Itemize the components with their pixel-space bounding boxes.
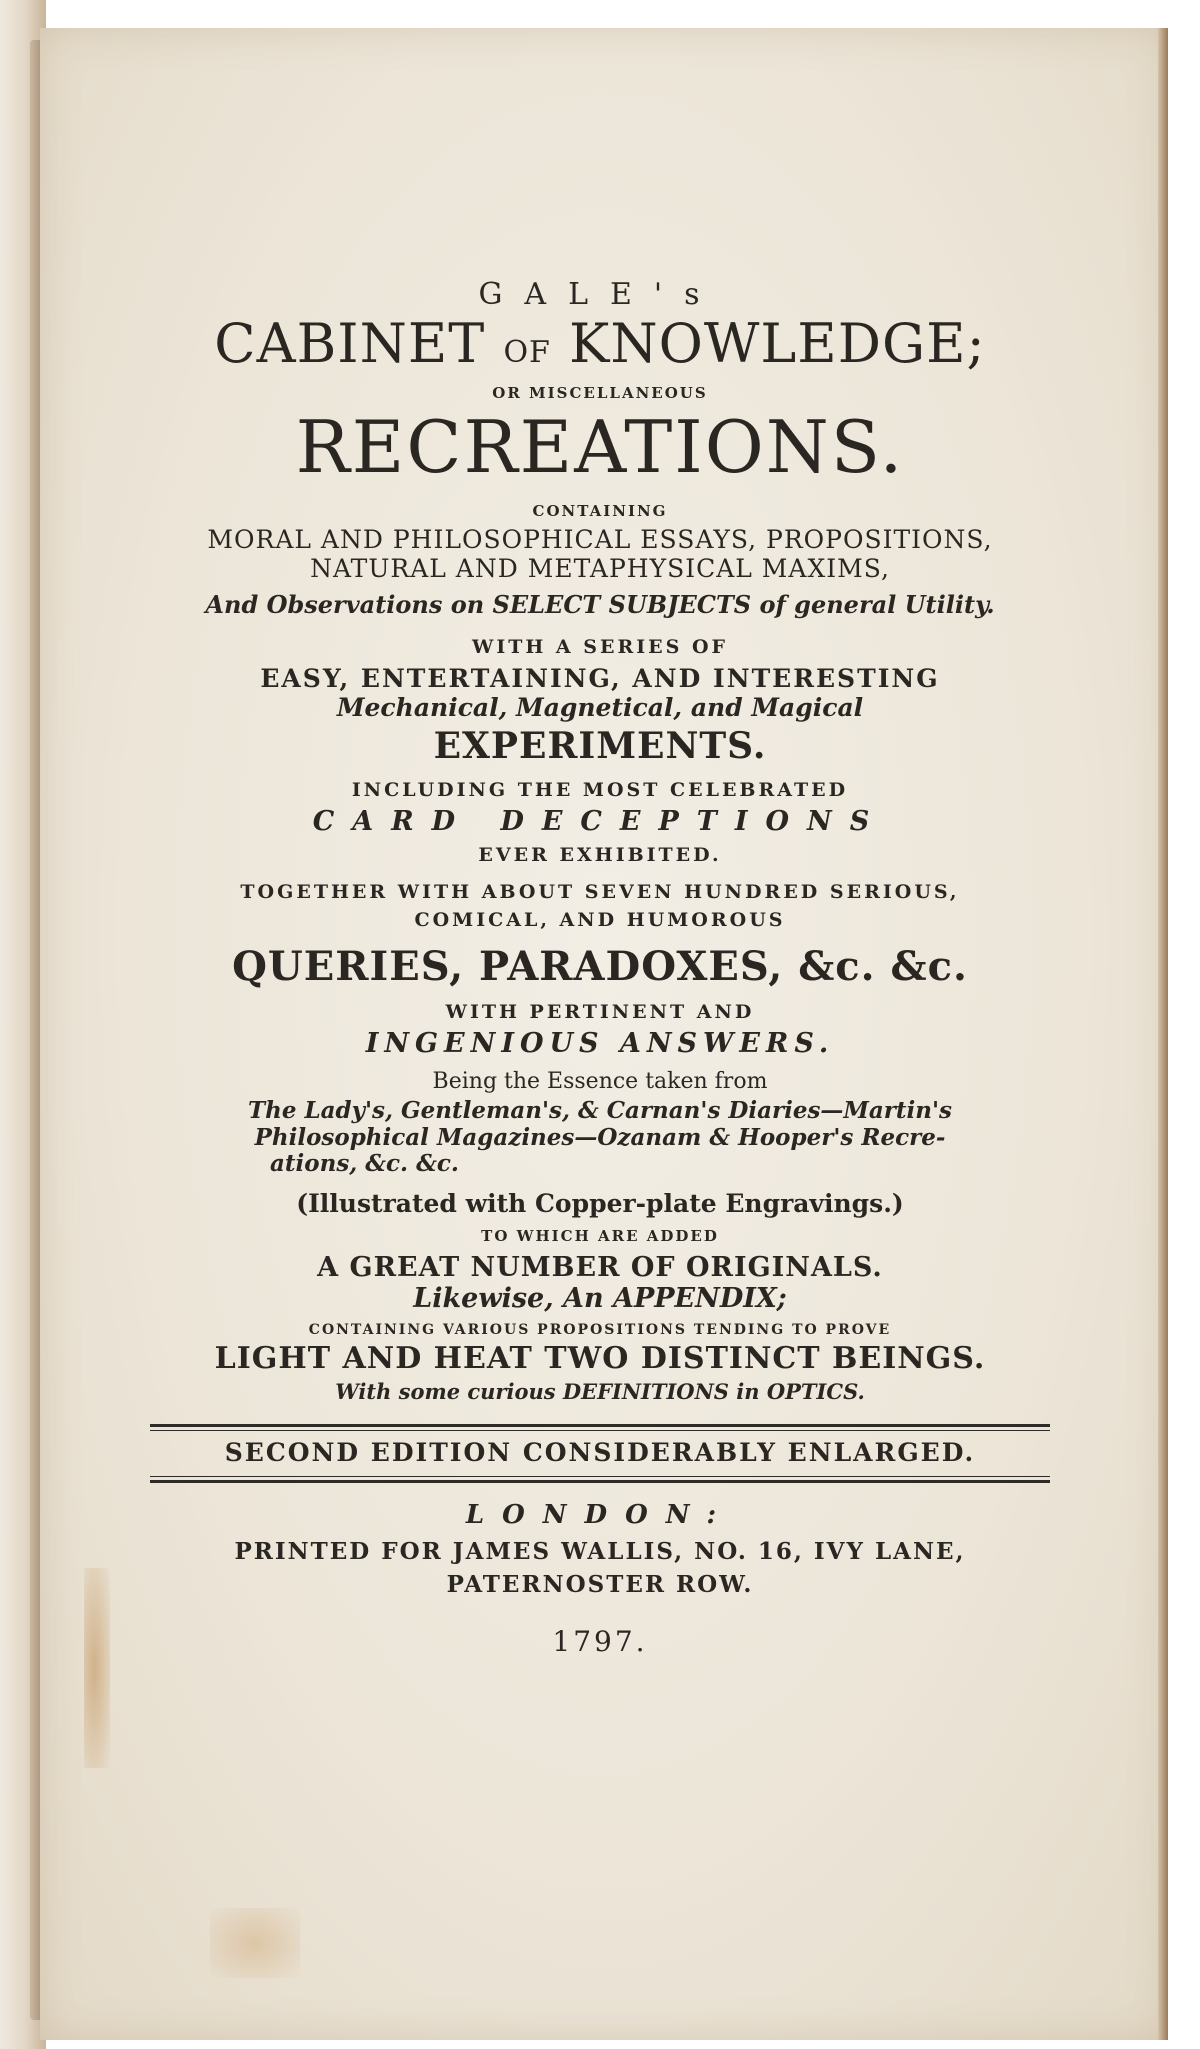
edition-line: SECOND EDITION CONSIDERABLY ENLARGED. [224,1438,976,1468]
containing-various: CONTAINING VARIOUS PROPOSITIONS TENDING TO PROVE [308,1321,892,1338]
likewise-appendix: Likewise, An APPENDIX; [413,1282,787,1314]
moral-line: MORAL AND PHILOSOPHICAL ESSAYS, PROPOSITIONS, [207,524,993,554]
containing-label: CONTAINING [532,501,668,520]
great-number-line: A GREAT NUMBER OF ORIGINALS. [317,1251,883,1283]
rule-top-thin [150,1430,1050,1431]
including-line: INCLUDING THE MOST CELEBRATED [351,778,849,801]
queries-heading: QUERIES, PARADOXES, &c. &c. [232,943,968,991]
imprint-year: 1797. [552,1624,648,1658]
comical-line: COMICAL, AND HUMOROUS [414,909,786,932]
ingenious-answers: INGENIOUS ANSWERS. [365,1027,835,1059]
being-essence-line: Being the Essence taken from [432,1069,768,1095]
mechanical-line: Mechanical, Magnetical, and Magical [336,692,864,722]
title-page-text [140,278,1060,1658]
easy-line: EASY, ENTERTAINING, AND INTERESTING [260,663,940,693]
to-which-added: TO WHICH ARE ADDED [481,1227,719,1246]
sources-line-2: Philosophical Magazines—Ozanam & Hooper's Recre- [254,1123,946,1151]
imprint-london: LONDON: [465,1500,735,1531]
with-pertinent-line: WITH PERTINENT AND [445,1001,755,1024]
title-cabinet-of: OF [503,334,551,370]
or-miscellaneous: OR MISCELLANEOUS [492,383,708,402]
rule-top [150,1424,1050,1427]
foxing-stain [210,1908,300,1978]
title-recreations: RECREATIONS. [295,404,905,489]
light-heat-line: LIGHT AND HEAT TWO DISTINCT BEINGS. [214,1340,986,1376]
rule-bottom [150,1480,1050,1483]
illustrated-line: (Illustrated with Copper-plate Engravings.) [296,1188,904,1218]
imprint-paternoster: PATERNOSTER ROW. [446,1570,754,1598]
card-deceptions: CARD DECEPTIONS [312,805,888,837]
title-cabinet-a: CABINET [214,311,486,375]
observations-line: And Observations on SELECT SUBJECTS of general Utility. [205,590,995,620]
sources-line-1: The Lady's, Gentleman's, & Carnan's Diaries—Martin's [248,1097,952,1125]
natural-line: NATURAL AND METAPHYSICAL MAXIMS, [310,553,890,583]
experiments-heading: EXPERIMENTS. [433,725,767,768]
title-gale: GALE's [478,277,722,312]
definitions-line: With some curious DEFINITIONS in OPTICS. [335,1379,865,1405]
sources-line-3: ations, &c. &c. [270,1150,459,1178]
title-page [40,28,1168,2040]
with-series-line: WITH A SERIES OF [471,635,729,658]
rule-bottom-thin [150,1476,1050,1477]
page-edge [1158,28,1168,2040]
imprint-printer: PRINTED FOR JAMES WALLIS, NO. 16, IVY LANE, [234,1538,966,1566]
foxing-stain [84,1568,110,1768]
title-cabinet-b: KNOWLEDGE; [569,311,986,375]
ever-exhibited: EVER EXHIBITED. [478,843,722,866]
title-cabinet [140,313,1060,375]
together-line: TOGETHER WITH ABOUT SEVEN HUNDRED SERIOUS, [240,881,960,904]
